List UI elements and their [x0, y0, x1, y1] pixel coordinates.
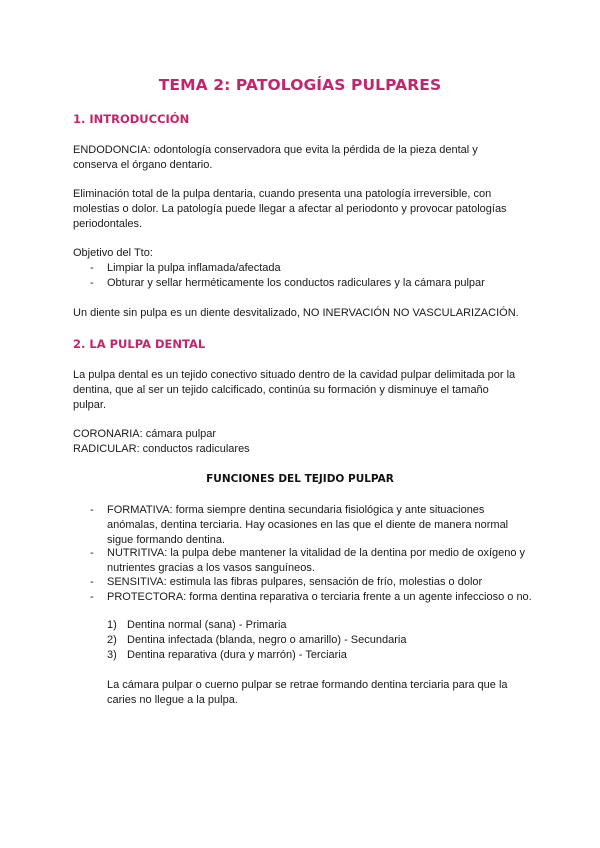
list-item-text: Limpiar la pulpa inflamada/afectada	[107, 262, 281, 274]
paragraph-pulpa-dental: La pulpa dental es un tejido conectivo situado dentro de la cavidad pulpar delimitada por la dentina, que al ser un tejido calcificado, continúa su formación y disminuye el tamaño pulpar.	[73, 369, 516, 411]
list-dash-marker: -	[90, 277, 94, 289]
list-item-text: NUTRITIVA: la pulpa debe mantener la vitalidad de la dentina por medio de oxígeno y nutrientes gracias a los vasos sanguíneos.	[107, 547, 526, 574]
list-dash-marker: -	[90, 591, 94, 603]
list-item	[90, 546, 537, 576]
list-item	[107, 633, 407, 648]
paragraph-endodoncia: ENDODONCIA: odontología conservadora que evita la pérdida de la pieza dental y conserva el órgano dentario.	[73, 144, 478, 171]
paragraph-eliminacion: Eliminación total de la pulpa dentaria, cuando presenta una patología irreversible, con molestias o dolor. La patología puede llegar a afectar al periodonto y provocar patologías periodontales.	[73, 188, 507, 230]
list-item-text: Dentina infectada (blanda, negro o amarillo) - Secundaria	[127, 634, 407, 646]
list-number-marker: 3)	[107, 649, 117, 661]
list-item-text: Obturar y sellar herméticamente los conductos radiculares y la cámara pulpar	[107, 277, 485, 289]
radicular-line: RADICULAR: conductos radiculares	[73, 443, 250, 455]
objective-label: Objetivo del Tto:	[73, 247, 153, 259]
paragraph-desvitalizado: Un diente sin pulpa es un diente desvitalizado, NO INERVACIÓN NO VASCULARIZACIÓN.	[73, 307, 519, 319]
list-item	[90, 261, 537, 276]
heading-funciones: FUNCIONES DEL TEJIDO PULPAR	[206, 473, 394, 485]
list-number-marker: 2)	[107, 634, 117, 646]
list-item-text: SENSITIVA: estimula las fibras pulpares, sensación de frío, molestias o dolor	[107, 576, 483, 588]
list-item	[107, 618, 287, 633]
list-item-text: PROTECTORA: forma dentina reparativa o terciaria frente a un agente infeccioso o no.	[107, 591, 532, 603]
heading-introduccion: 1. INTRODUCCIÓN	[73, 112, 190, 126]
list-dash-marker: -	[90, 576, 94, 588]
document-title: TEMA 2: PATOLOGÍAS PULPARES	[158, 76, 442, 94]
list-item	[90, 276, 537, 291]
list-item-text: FORMATIVA: forma siempre dentina secundaria fisiológica y ante situaciones anómalas, dentina terciaria. Hay ocasiones en las que el diente de manera normal sigue formando dentina.	[107, 504, 509, 546]
list-dash-marker: -	[90, 504, 94, 516]
list-dash-marker: -	[90, 547, 94, 559]
list-item	[90, 590, 537, 605]
list-number-marker: 1)	[107, 619, 117, 631]
coronaria-line: CORONARIA: cámara pulpar	[73, 428, 217, 440]
list-item	[107, 648, 347, 663]
heading-pulpa-dental: 2. LA PULPA DENTAL	[73, 337, 206, 351]
list-item-text: Dentina normal (sana) - Primaria	[127, 619, 287, 631]
list-item	[90, 575, 537, 590]
list-item	[90, 503, 527, 548]
list-item-text: Dentina reparativa (dura y marrón) - Terciaria	[127, 649, 347, 661]
paragraph-camara-pulpar: La cámara pulpar o cuerno pulpar se retrae formando dentina terciaria para que la caries no llegue a la pulpa.	[107, 679, 508, 706]
list-dash-marker: -	[90, 262, 94, 274]
